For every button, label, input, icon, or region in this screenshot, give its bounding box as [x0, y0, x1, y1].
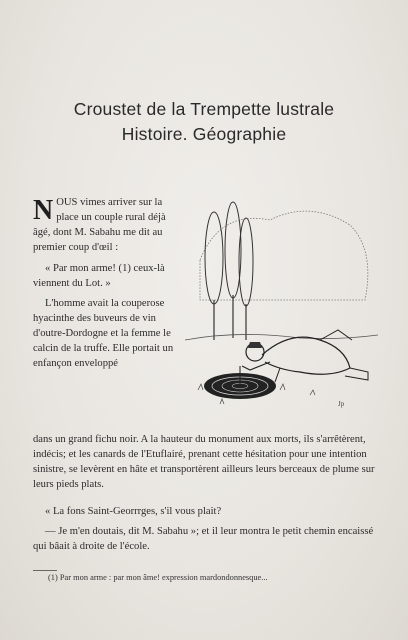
- svg-text:Jp: Jp: [338, 400, 345, 408]
- page-title: [20, 97, 388, 147]
- paragraph-3: — Je m'en doutais, dit M. Sabahu »; et il leur montra le petit chemin encaissé qui bâait à droite de l'école.: [33, 526, 374, 552]
- paragraph-1: [33, 196, 175, 256]
- title-line-2: Histoire. Géographie: [121, 124, 287, 144]
- quote-2: « La fons Saint-Georrrges, s'il vous plait?: [45, 506, 222, 517]
- narrow-column: [33, 196, 175, 372]
- article-body: [33, 196, 381, 372]
- paragraph-1-text: OUS vimes arriver sur la place un couple rural déjà âgé, dont M. Sabahu me dit au premier coup d'œil :: [33, 197, 166, 253]
- title-line-1: Croustet de la Trempette lustrale: [73, 99, 335, 119]
- drop-cap: N: [33, 195, 54, 226]
- quote-1: « Par mon arme! (1) ceux-là viennent du Lot. »: [33, 262, 165, 289]
- paragraph-2-start: L'homme avait la couperose hyacinthe des buveurs de vin d'outre-Dordogne et la femme le calcin de la truffe. Elle portait un enfançon enveloppé: [33, 298, 174, 370]
- footnote: (1) Par mon arme : par mon âme! expression mardondonnesque...: [48, 573, 268, 582]
- paragraph-2-continued: dans un grand fichu noir. A la hauteur du monument aux morts, ils s'arrêtèrent, indécis; et les canards de l'Etuflairé, prenant cette hésitation pour une intention sinistre, se levèrent en hâte et transportèrent ailleurs leurs berceaux de plume sur leurs pieds plats.: [33, 434, 375, 490]
- footnote-rule: [33, 570, 57, 571]
